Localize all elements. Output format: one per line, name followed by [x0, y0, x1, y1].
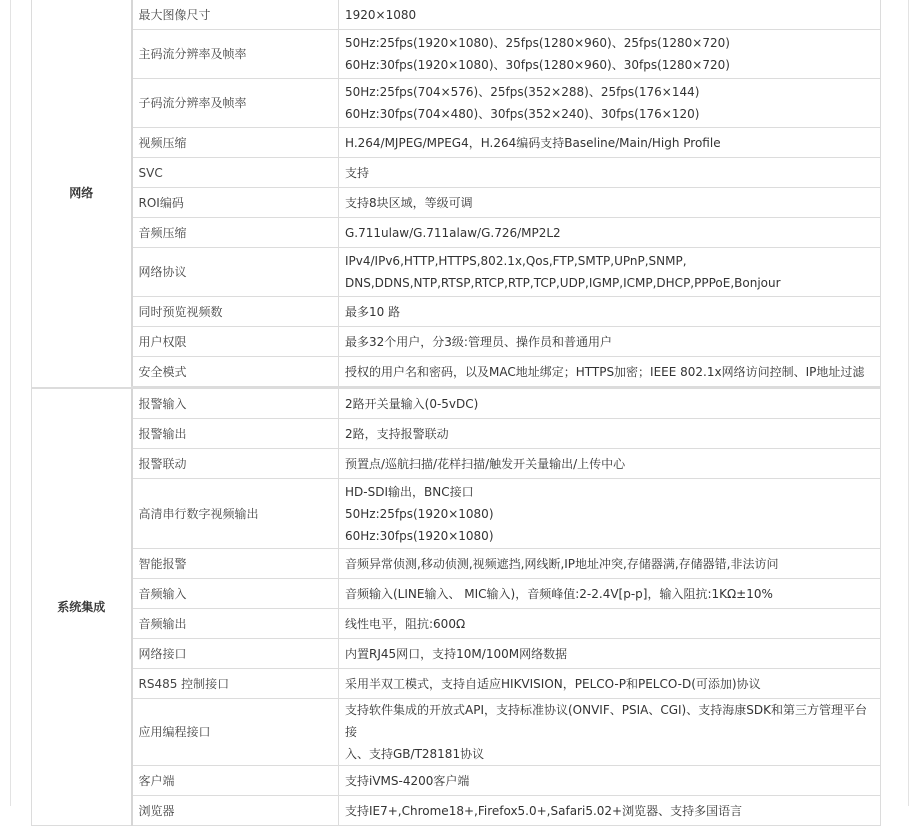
spec-value: 支持8块区域，等级可调: [339, 188, 881, 218]
spec-name: 视频压缩: [132, 128, 339, 158]
spec-value: 2路，支持报警联动: [339, 419, 881, 449]
spec-value: 音频输入(LINE输入、 MIC输入)，音频峰值:2-2.4V[p-p]，输入阻抗:1KΩ±10%: [339, 579, 881, 609]
spec-name: 最大图像尺寸: [132, 0, 339, 30]
group-label-system-integration: 系统集成: [32, 388, 132, 826]
spec-row: [32, 128, 881, 158]
spec-value: G.711ulaw/G.711alaw/G.726/MP2L2: [339, 218, 881, 248]
spec-row: [32, 639, 881, 669]
group-label-network: 网络: [32, 0, 132, 388]
spec-row: [32, 579, 881, 609]
spec-row: [32, 218, 881, 248]
spec-value: 1920×1080: [339, 0, 881, 30]
spec-name: 音频输出: [132, 609, 339, 639]
spec-row: [32, 609, 881, 639]
spec-value: 授权的用户名和密码，以及MAC地址绑定；HTTPS加密；IEEE 802.1x网络访问控制、IP地址过滤: [339, 357, 881, 388]
spec-value: H.264/MJPEG/MPEG4，H.264编码支持Baseline/Main/High Profile: [339, 128, 881, 158]
spec-row: [32, 388, 881, 419]
spec-row: [32, 248, 881, 297]
spec-row: [32, 0, 881, 30]
spec-name: 用户权限: [132, 327, 339, 357]
spec-name: RS485 控制接口: [132, 669, 339, 699]
spec-value: 支持IE7+,Chrome18+,Firefox5.0+,Safari5.02+浏览器、支持多国语言: [339, 796, 881, 826]
spec-name: 报警输出: [132, 419, 339, 449]
spec-name: 音频输入: [132, 579, 339, 609]
spec-value: 支持: [339, 158, 881, 188]
spec-row: [32, 419, 881, 449]
spec-row: [32, 188, 881, 218]
spec-table: [31, 0, 881, 826]
spec-row: [32, 449, 881, 479]
spec-name: 客户端: [132, 766, 339, 796]
spec-value: IPv4/IPv6,HTTP,HTTPS,802.1x,Qos,FTP,SMTP,UPnP,SNMP, DNS,DDNS,NTP,RTSP,RTCP,RTP,TCP,UDP,IGMP,ICMP,DHCP,PPPoE,Bonjour: [339, 248, 881, 297]
spec-name: 高清串行数字视频输出: [132, 479, 339, 549]
spec-row: [32, 30, 881, 79]
spec-name: 网络接口: [132, 639, 339, 669]
spec-row: [32, 327, 881, 357]
spec-row: [32, 297, 881, 327]
spec-value: 线性电平，阻抗:600Ω: [339, 609, 881, 639]
spec-value: 采用半双工模式，支持自适应HIKVISION，PELCO-P和PELCO-D(可添加)协议: [339, 669, 881, 699]
spec-name: 报警联动: [132, 449, 339, 479]
spec-value: 支持软件集成的开放式API，支持标准协议(ONVIF、PSIA、CGI)、支持海康SDK和第三方管理平台接 入、支持GB/T28181协议: [339, 699, 881, 766]
spec-name: 音频压缩: [132, 218, 339, 248]
spec-name: 浏览器: [132, 796, 339, 826]
spec-value: 2路开关量输入(0-5vDC): [339, 388, 881, 419]
spec-row: [32, 796, 881, 826]
spec-value: 音频异常侦测,移动侦测,视频遮挡,网线断,IP地址冲突,存储器满,存储器错,非法访问: [339, 549, 881, 579]
spec-value: 内置RJ45网口，支持10M/100M网络数据: [339, 639, 881, 669]
spec-value: 最多10 路: [339, 297, 881, 327]
spec-row: [32, 766, 881, 796]
spec-row: [32, 669, 881, 699]
spec-name: SVC: [132, 158, 339, 188]
page-right-scroll-edge: [908, 0, 914, 806]
spec-row: [32, 158, 881, 188]
spec-name: 子码流分辨率及帧率: [132, 79, 339, 128]
spec-row: [32, 79, 881, 128]
spec-name: 主码流分辨率及帧率: [132, 30, 339, 79]
spec-name: ROI编码: [132, 188, 339, 218]
spec-name: 智能报警: [132, 549, 339, 579]
spec-row: [32, 357, 881, 388]
spec-name: 报警输入: [132, 388, 339, 419]
spec-name: 应用编程接口: [132, 699, 339, 766]
spec-value: 最多32个用户，分3级:管理员、操作员和普通用户: [339, 327, 881, 357]
page-left-margin: [0, 0, 11, 806]
spec-row: [32, 549, 881, 579]
spec-row: [32, 699, 881, 766]
spec-name: 同时预览视频数: [132, 297, 339, 327]
spec-row: [32, 479, 881, 549]
spec-value: 50Hz:25fps(704×576)、25fps(352×288)、25fps(176×144) 60Hz:30fps(704×480)、30fps(352×240)、30fps(176×120): [339, 79, 881, 128]
spec-name: 安全模式: [132, 357, 339, 388]
spec-value: 预置点/巡航扫描/花样扫描/触发开关量输出/上传中心: [339, 449, 881, 479]
spec-value: 50Hz:25fps(1920×1080)、25fps(1280×960)、25fps(1280×720) 60Hz:30fps(1920×1080)、30fps(1280×960)、30fps(1280×720): [339, 30, 881, 79]
spec-name: 网络协议: [132, 248, 339, 297]
spec-value: HD-SDI输出，BNC接口 50Hz:25fps(1920×1080) 60Hz:30fps(1920×1080): [339, 479, 881, 549]
spec-value: 支持iVMS-4200客户端: [339, 766, 881, 796]
